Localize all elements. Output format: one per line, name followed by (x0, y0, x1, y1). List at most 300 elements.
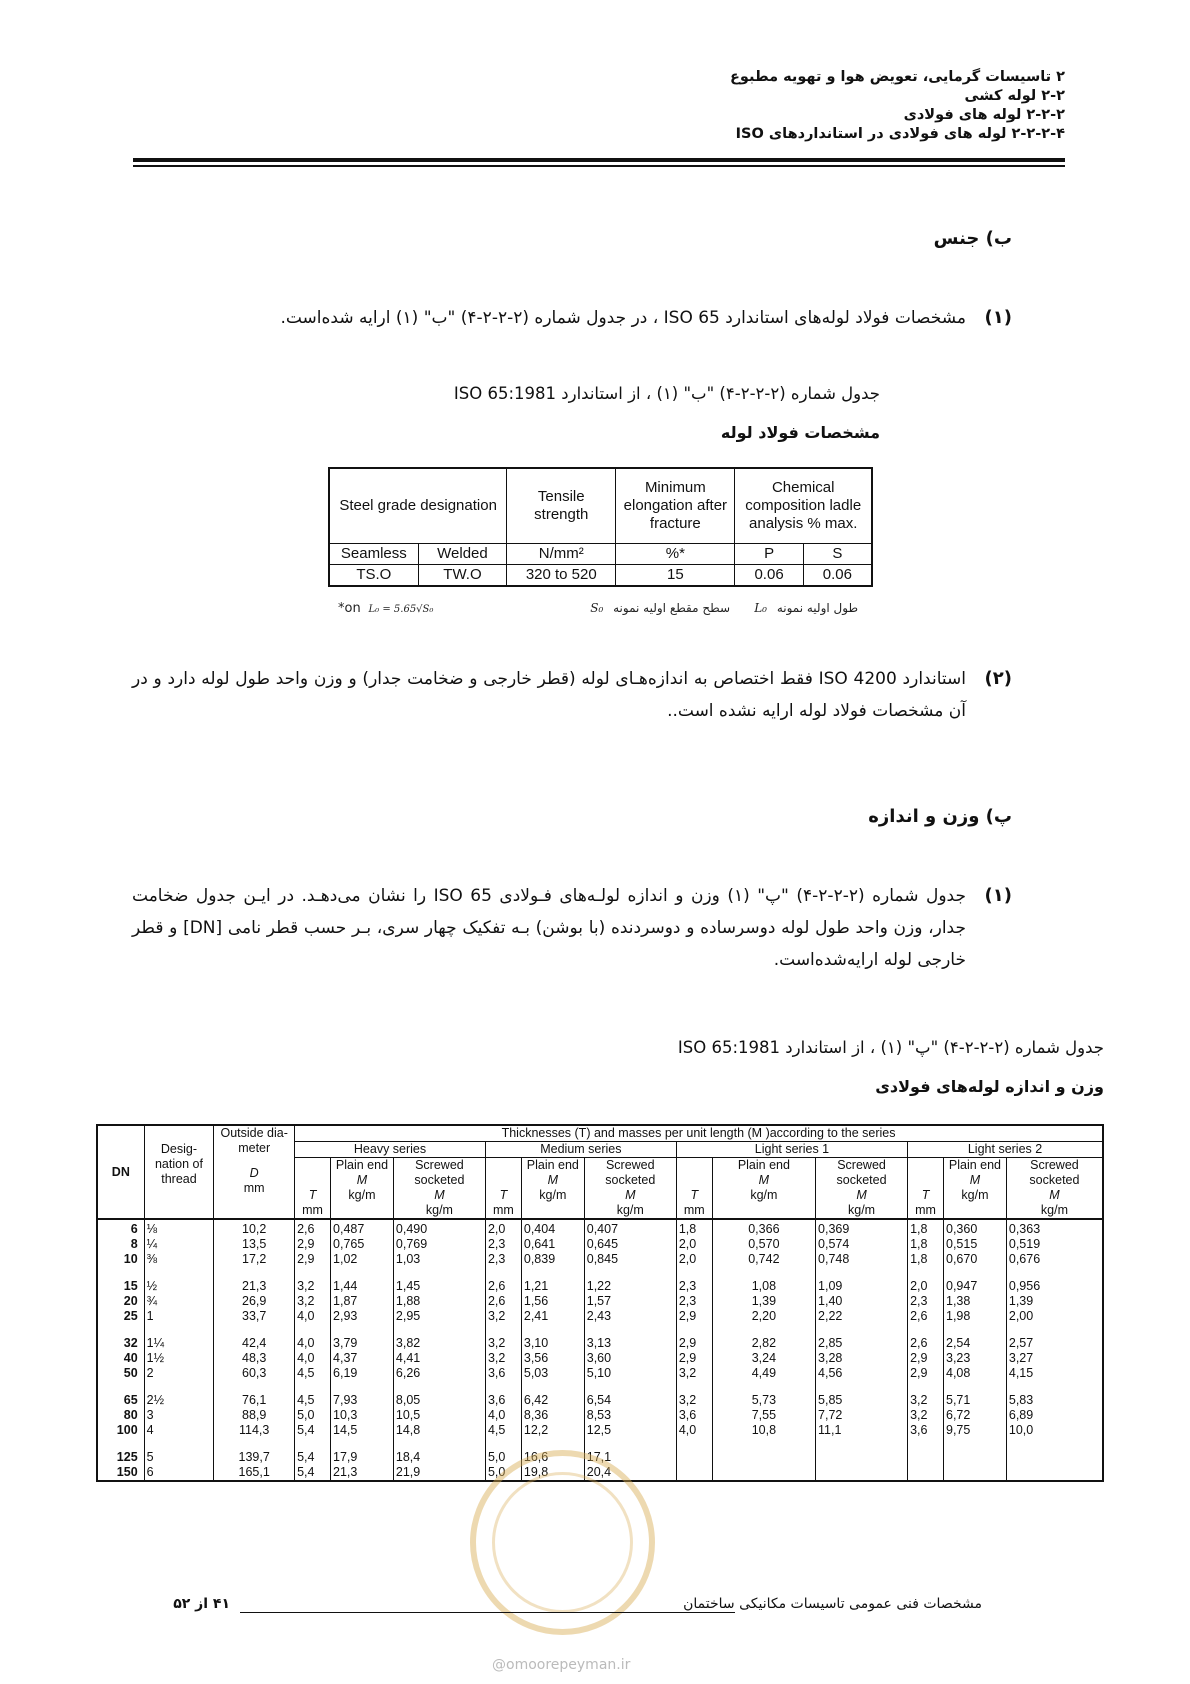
subheader-screwed-symbol: M (434, 1188, 445, 1202)
table-cell: 1,8 (676, 1219, 712, 1237)
table-cell: 1½ (144, 1351, 214, 1366)
table-cell: 2,22 (816, 1309, 908, 1324)
section-p-paragraph-1 (132, 880, 1012, 976)
table-cell: 7,55 (712, 1408, 815, 1423)
table-cell: 4,5 (295, 1393, 331, 1408)
table-cell: 9,75 (944, 1423, 1007, 1438)
table-cell: 5,0 (485, 1465, 521, 1481)
paragraph-text: استاندارد ISO 4200 فقط اختصاص به اندازه‌هـای لوله (قطر خارجی و ضخامت جدار) و وزن واحد طول لوله دارد و در آن مشخصات فولاد لوله ارایه نشده است.. (132, 669, 966, 721)
table-cell: 10,2 (214, 1219, 295, 1237)
subheader-t-symbol: T (921, 1188, 930, 1202)
subheader-plain-unit: kg/m (750, 1188, 778, 1202)
table-cell: 6,89 (1006, 1408, 1103, 1423)
subheader-plain-end (521, 1158, 584, 1220)
table-cell: 2,3 (676, 1294, 712, 1309)
table-cell: 125 (116, 1450, 138, 1464)
table-cell: 1,40 (816, 1294, 908, 1309)
table-cell (944, 1465, 1007, 1481)
table-row (97, 1237, 1103, 1252)
footnote-lo-symbol: L₀ (754, 601, 767, 615)
table-row (97, 1219, 1103, 1237)
table-cell: 1,8 (908, 1252, 944, 1267)
table-cell: 3,10 (521, 1336, 584, 1351)
paragraph-number: (۱) (984, 307, 1012, 328)
footer-page-number: ۴۱ از ۵۲ (173, 1596, 230, 1612)
subheader-screwed-unit: kg/m (848, 1203, 876, 1217)
table-cell: 4,41 (393, 1351, 485, 1366)
table-cell: 5,83 (1006, 1393, 1103, 1408)
table1-footnote-lo (748, 601, 858, 615)
table-cell: 5,73 (712, 1393, 815, 1408)
table-cell: 1,03 (393, 1252, 485, 1267)
table-cell: 3,6 (676, 1408, 712, 1423)
subheader-plain-label: Plain end (737, 1158, 790, 1172)
table-cell: 21,3 (331, 1465, 394, 1481)
table-cell: 2,9 (908, 1351, 944, 1366)
header-line-1: ۲ تاسیسات گرمایی، تعویض هوا و تهویه مطبوع (730, 69, 1065, 85)
table-row (97, 1309, 1103, 1324)
table-cell: 3,27 (1006, 1351, 1103, 1366)
table-cell: 5,4 (295, 1450, 331, 1465)
group-spacer (97, 1381, 1103, 1393)
table-cell: 8,53 (584, 1408, 676, 1423)
table-cell: 2,0 (676, 1237, 712, 1252)
table-cell: 114,3 (214, 1423, 295, 1438)
table-cell: 3,2 (295, 1294, 331, 1309)
table-cell: 2,43 (584, 1309, 676, 1324)
table-cell: 1¼ (144, 1336, 214, 1351)
table-cell: 2,3 (485, 1237, 521, 1252)
table-cell: 3,60 (584, 1351, 676, 1366)
table-row (97, 1408, 1103, 1423)
header-light-series-1: Light series 1 (676, 1142, 907, 1158)
subheader-t-unit: mm (302, 1203, 323, 1217)
table-cell: 10,5 (393, 1408, 485, 1423)
table-cell: 2,95 (393, 1309, 485, 1324)
table-cell: 0,956 (1006, 1279, 1103, 1294)
header-medium-series: Medium series (485, 1142, 676, 1158)
table-cell: 4,0 (295, 1336, 331, 1351)
subheader-screwed-label: Screwed socketed (605, 1158, 656, 1187)
table-cell: 165,1 (214, 1465, 295, 1481)
table-cell: 60,3 (214, 1366, 295, 1381)
subheader-s: S (803, 544, 872, 565)
table-row (97, 1336, 1103, 1351)
table-cell: 10,3 (331, 1408, 394, 1423)
subheader-t-unit: mm (683, 1203, 705, 1217)
table-cell: 1,57 (584, 1294, 676, 1309)
subheader-t (676, 1158, 712, 1220)
table-cell: 3,6 (485, 1393, 521, 1408)
table-cell: 1,39 (712, 1294, 815, 1309)
table-cell: 10,0 (1006, 1423, 1103, 1438)
table-cell: 11,1 (816, 1423, 908, 1438)
table-row (97, 1351, 1103, 1366)
subheader-plain-unit: kg/m (348, 1188, 376, 1202)
table-cell: 2,6 (908, 1336, 944, 1351)
table-cell: 1 (144, 1309, 214, 1324)
subheader-screwed-unit: kg/m (1040, 1203, 1068, 1217)
table-cell: 14,5 (331, 1423, 394, 1438)
cell-elongation: 15 (616, 565, 735, 587)
table-cell: 2,9 (676, 1336, 712, 1351)
table-cell: 3,2 (485, 1309, 521, 1324)
table-cell: 2,6 (295, 1219, 331, 1237)
watermark-seal-inner (492, 1472, 633, 1613)
table-cell: 4,49 (712, 1366, 815, 1381)
table-cell: 19,8 (521, 1465, 584, 1481)
table-cell: 1,44 (331, 1279, 394, 1294)
table-cell: 2,9 (676, 1309, 712, 1324)
table-cell: 14,8 (393, 1423, 485, 1438)
table-cell: 10,8 (712, 1423, 815, 1438)
table-cell: 1,87 (331, 1294, 394, 1309)
table-cell: 3,82 (393, 1336, 485, 1351)
table-cell: 4,56 (816, 1366, 908, 1381)
table-cell: 8,36 (521, 1408, 584, 1423)
table-cell: 1,56 (521, 1294, 584, 1309)
table-cell: 3,2 (908, 1408, 944, 1423)
section-b-paragraph-2 (132, 663, 1012, 727)
table-cell: 1,45 (393, 1279, 485, 1294)
footnote-so-text: سطح مقطع اولیه نمونه (613, 601, 730, 615)
table-cell: 1,08 (712, 1279, 815, 1294)
table-cell: 1,22 (584, 1279, 676, 1294)
subheader-t (295, 1158, 331, 1220)
paragraph-number: (۱) (984, 885, 1012, 906)
table2-caption: جدول شماره (۲-۲-۲-۴) "پ" (۱) ، از استاندارد ISO 65:1981 (677, 1038, 1104, 1057)
section-b-paragraph-1 (132, 302, 1012, 334)
table-cell: 0,641 (521, 1237, 584, 1252)
table-cell: 5,4 (295, 1465, 331, 1481)
table-cell: 21,9 (393, 1465, 485, 1481)
header-od-symbol: D (249, 1166, 259, 1180)
table1-title: مشخصات فولاد لوله (720, 423, 880, 442)
header-chemical: Chemical composition ladle analysis % max. (735, 468, 872, 544)
table-cell: 2,0 (676, 1252, 712, 1267)
page-header (165, 68, 1065, 144)
group-spacer (97, 1324, 1103, 1336)
subheader-plain-label: Plain end (948, 1158, 1001, 1172)
table-row (97, 1294, 1103, 1309)
header-heavy-series: Heavy series (295, 1142, 486, 1158)
subheader-screwed-label: Screwed socketed (414, 1158, 465, 1187)
table-cell: 3,2 (485, 1336, 521, 1351)
table-cell: 0,366 (712, 1219, 815, 1237)
table-cell: 4,0 (295, 1351, 331, 1366)
table-cell: 0,670 (944, 1252, 1007, 1267)
table-cell (816, 1450, 908, 1465)
table-cell: 2 (144, 1366, 214, 1381)
table-cell: 5 (144, 1450, 214, 1465)
table-cell: 4,08 (944, 1366, 1007, 1381)
table-cell: 5,0 (485, 1450, 521, 1465)
table-cell: 3,56 (521, 1351, 584, 1366)
table-cell (676, 1450, 712, 1465)
table-cell: 2,82 (712, 1336, 815, 1351)
subheader-screwed-socketed (816, 1158, 908, 1220)
table-cell: 42,4 (214, 1336, 295, 1351)
table-cell: 6,19 (331, 1366, 394, 1381)
table-cell: 4,5 (485, 1423, 521, 1438)
table-cell: 8,05 (393, 1393, 485, 1408)
table-cell: 33,7 (214, 1309, 295, 1324)
cell-tensile: 320 to 520 (507, 565, 616, 587)
header-thickness-masses: Thicknesses (T) and masses per unit length (M )according to the series (295, 1125, 1103, 1142)
table-cell: 2,93 (331, 1309, 394, 1324)
table-cell: 10 (123, 1252, 138, 1266)
header-outside-diameter (214, 1125, 295, 1219)
table-cell: 1,39 (1006, 1294, 1103, 1309)
table-cell: 40 (123, 1351, 138, 1365)
table-cell: 48,3 (214, 1351, 295, 1366)
table-body (97, 1219, 1103, 1481)
table-cell (1006, 1465, 1103, 1481)
table-cell: 2,20 (712, 1309, 815, 1324)
table-cell: 5,71 (944, 1393, 1007, 1408)
table-cell: 0,515 (944, 1237, 1007, 1252)
header-od-unit: mm (243, 1181, 265, 1195)
table-cell: 7,93 (331, 1393, 394, 1408)
table-cell: 0,947 (944, 1279, 1007, 1294)
table-cell: 8 (130, 1237, 138, 1251)
watermark-url: @omoorepeyman.ir (492, 1657, 631, 1673)
subheader-plain-unit: kg/m (539, 1188, 567, 1202)
table-cell: 1,09 (816, 1279, 908, 1294)
table-cell: 1,02 (331, 1252, 394, 1267)
subheader-plain-unit: kg/m (961, 1188, 989, 1202)
table-cell: 2,0 (908, 1279, 944, 1294)
table-cell: 32 (123, 1336, 138, 1350)
table-cell: 17,2 (214, 1252, 295, 1267)
table-cell: 2,6 (485, 1279, 521, 1294)
table-cell: 13,5 (214, 1237, 295, 1252)
table1-footnote-so (580, 601, 730, 615)
table-cell: 3,6 (485, 1366, 521, 1381)
table-cell: 2,85 (816, 1336, 908, 1351)
pipe-dimensions-table (96, 1124, 1104, 1482)
table-cell: 0,570 (712, 1237, 815, 1252)
table-cell: 6,72 (944, 1408, 1007, 1423)
table-cell (676, 1465, 712, 1481)
table-cell: 139,7 (214, 1450, 295, 1465)
header-line-2: ۲-۲ لوله کشی (964, 88, 1065, 104)
subheader-screwed-label: Screwed socketed (836, 1158, 887, 1187)
table-cell: ¼ (144, 1237, 214, 1252)
table-cell (816, 1465, 908, 1481)
table-cell: 0,404 (521, 1219, 584, 1237)
subheader-t-unit: mm (915, 1203, 936, 1217)
table-cell: 2,6 (485, 1294, 521, 1309)
table-cell: 5,03 (521, 1366, 584, 1381)
table-cell: 1,98 (944, 1309, 1007, 1324)
table-cell: 15 (123, 1279, 138, 1293)
cell-s: 0.06 (803, 565, 872, 587)
table-cell: 2,57 (1006, 1336, 1103, 1351)
table-cell: 5,10 (584, 1366, 676, 1381)
table-cell: 2,00 (1006, 1309, 1103, 1324)
header-elongation: Minimum elongation after fracture (616, 468, 735, 544)
table-cell: 2,3 (676, 1279, 712, 1294)
table-cell: 0,407 (584, 1219, 676, 1237)
table1-footnote-formula (338, 601, 433, 616)
table-row (97, 1393, 1103, 1408)
subheader-screwed-unit: kg/m (616, 1203, 644, 1217)
table-cell: 2,9 (295, 1237, 331, 1252)
table-cell: 3,6 (908, 1423, 944, 1438)
table-cell: 6,54 (584, 1393, 676, 1408)
table-cell: 3,24 (712, 1351, 815, 1366)
group-spacer (97, 1438, 1103, 1450)
paragraph-text: مشخصات فولاد لوله‌های استاندارد ISO 65 ، در جدول شماره (۲-۲-۲-۴) "ب" (۱) ارایه شده‌است. (280, 308, 966, 328)
subheader-screwed-socketed (584, 1158, 676, 1220)
subheader-screwed-socketed (1006, 1158, 1103, 1220)
table-cell: 1,38 (944, 1294, 1007, 1309)
table-cell: 6 (130, 1222, 138, 1236)
table-cell: 2,9 (676, 1351, 712, 1366)
table-cell (908, 1465, 944, 1481)
table-cell: 3,2 (485, 1351, 521, 1366)
subheader-screwed-symbol: M (1049, 1188, 1060, 1202)
table-cell: 17,1 (584, 1450, 676, 1465)
header-dn: DN (97, 1125, 144, 1219)
table-cell: 20 (123, 1294, 138, 1308)
table-cell: 2,9 (295, 1252, 331, 1267)
subheader-unit-strength: N/mm² (507, 544, 616, 565)
table-cell (944, 1450, 1007, 1465)
table-cell: 2,3 (485, 1252, 521, 1267)
table-cell: 4 (144, 1423, 214, 1438)
cell-p: 0.06 (735, 565, 803, 587)
table-cell: ¾ (144, 1294, 214, 1309)
table-cell: 0,490 (393, 1219, 485, 1237)
table-cell: 0,839 (521, 1252, 584, 1267)
subheader-welded: Welded (418, 544, 507, 565)
table-cell: 3,2 (676, 1366, 712, 1381)
table-cell: ½ (144, 1279, 214, 1294)
section-p-title: پ) وزن و اندازه (868, 806, 1012, 827)
table-cell: 2,54 (944, 1336, 1007, 1351)
table-cell: 2½ (144, 1393, 214, 1408)
table-cell: 3,2 (908, 1393, 944, 1408)
header-rule-thin (133, 165, 1065, 167)
table-cell: 76,1 (214, 1393, 295, 1408)
table-cell: 5,4 (295, 1423, 331, 1438)
table-cell: 0,769 (393, 1237, 485, 1252)
table-cell: 16,6 (521, 1450, 584, 1465)
paragraph-number: (۲) (984, 668, 1012, 689)
table-cell: ⅜ (144, 1252, 214, 1267)
table-cell: 25 (123, 1309, 138, 1323)
table-cell: 150 (116, 1465, 138, 1479)
table-cell: 21,3 (214, 1279, 295, 1294)
table-cell: 0,742 (712, 1252, 815, 1267)
footnote-so-symbol: S₀ (590, 601, 604, 615)
header-steel-grade: Steel grade designation (329, 468, 507, 544)
subheader-seamless: Seamless (329, 544, 418, 565)
table-cell: 4,37 (331, 1351, 394, 1366)
subheader-t-symbol: T (308, 1188, 317, 1202)
table-cell: 7,72 (816, 1408, 908, 1423)
table-cell: 4,5 (295, 1366, 331, 1381)
footer-document-title: مشخصات فنی عمومی تاسیسات مکانیکی ساختمان (683, 1596, 982, 1612)
paragraph-text: جدول شماره (۲-۲-۲-۴) "پ" (۱) وزن و اندازه لولـه‌های فـولادی ISO 65 را نشان می‌دهـد. در ایـن جدول ضخامت جدار، وزن واحد طول لوله دوسرساده و دوسردنده (با بوشن) بـه تفکیک چهار سری، بـر حسب قطر نامی [DN] و قطر خارجی لوله ارایه‌شده‌است. (132, 886, 966, 970)
table-cell: 0,845 (584, 1252, 676, 1267)
table-cell: 2,9 (908, 1366, 944, 1381)
subheader-plain-label: Plain end (526, 1158, 579, 1172)
table-cell (1006, 1450, 1103, 1465)
header-od-label: Outside dia- meter (220, 1126, 288, 1155)
table-cell: 0,676 (1006, 1252, 1103, 1267)
subheader-p: P (735, 544, 803, 565)
table-cell: 1,8 (908, 1237, 944, 1252)
subheader-plain-symbol: M (547, 1173, 559, 1187)
table-cell: 0,519 (1006, 1237, 1103, 1252)
header-line-4: ۲-۲-۲-۴ لوله های فولادی در استانداردهای ISO (735, 126, 1065, 142)
header-rule-thick (133, 158, 1065, 162)
table-cell: 1,88 (393, 1294, 485, 1309)
table-cell: 4,0 (295, 1309, 331, 1324)
section-b-title: ب) جنس (933, 228, 1012, 249)
table-cell: 4,15 (1006, 1366, 1103, 1381)
cell-seamless: TS.O (329, 565, 418, 587)
cell-welded: TW.O (418, 565, 507, 587)
table-cell (908, 1450, 944, 1465)
subheader-screwed-symbol: M (856, 1188, 867, 1202)
table-cell: 0,574 (816, 1237, 908, 1252)
table-cell: 5,85 (816, 1393, 908, 1408)
header-tensile: Tensile strength (507, 468, 616, 544)
table-cell: 3,79 (331, 1336, 394, 1351)
table-cell: 3,2 (295, 1279, 331, 1294)
table-cell: 18,4 (393, 1450, 485, 1465)
table-cell: 3,28 (816, 1351, 908, 1366)
subheader-t-unit: mm (493, 1203, 514, 1217)
table-cell: 4,0 (676, 1423, 712, 1438)
table-cell: 0,765 (331, 1237, 394, 1252)
subheader-plain-label: Plain end (335, 1158, 389, 1172)
table-cell: 5,0 (295, 1408, 331, 1423)
subheader-screwed-socketed (393, 1158, 485, 1220)
table-cell: 65 (123, 1393, 138, 1407)
table-cell: 4,0 (485, 1408, 521, 1423)
subheader-plain-end (944, 1158, 1007, 1220)
subheader-screwed-symbol: M (625, 1188, 636, 1202)
table-cell: 3 (144, 1408, 214, 1423)
subheader-plain-end (331, 1158, 394, 1220)
subheader-t (485, 1158, 521, 1220)
table-cell: 0,363 (1006, 1219, 1103, 1237)
table-cell: 2,6 (908, 1309, 944, 1324)
table-cell: 2,41 (521, 1309, 584, 1324)
subheader-t-symbol: T (690, 1188, 699, 1202)
subheader-screwed-label: Screwed socketed (1029, 1158, 1080, 1187)
table-cell: 6,42 (521, 1393, 584, 1408)
group-spacer (97, 1267, 1103, 1279)
header-light-series-2: Light series 2 (908, 1142, 1103, 1158)
table-row (97, 1252, 1103, 1267)
table1-caption: جدول شماره (۲-۲-۲-۴) "ب" (۱) ، از استاندارد ISO 65:1981 (453, 384, 880, 403)
table-cell: 6 (144, 1465, 214, 1481)
header-line-3: ۲-۲-۲ لوله های فولادی (903, 107, 1065, 123)
subheader-t (908, 1158, 944, 1220)
table-cell: 3,2 (676, 1393, 712, 1408)
table2-title: وزن و اندازه لوله‌های فولادی (875, 1077, 1104, 1096)
table-cell: 6,26 (393, 1366, 485, 1381)
table-cell: 0,369 (816, 1219, 908, 1237)
table-cell (712, 1450, 815, 1465)
table-cell: 3,23 (944, 1351, 1007, 1366)
